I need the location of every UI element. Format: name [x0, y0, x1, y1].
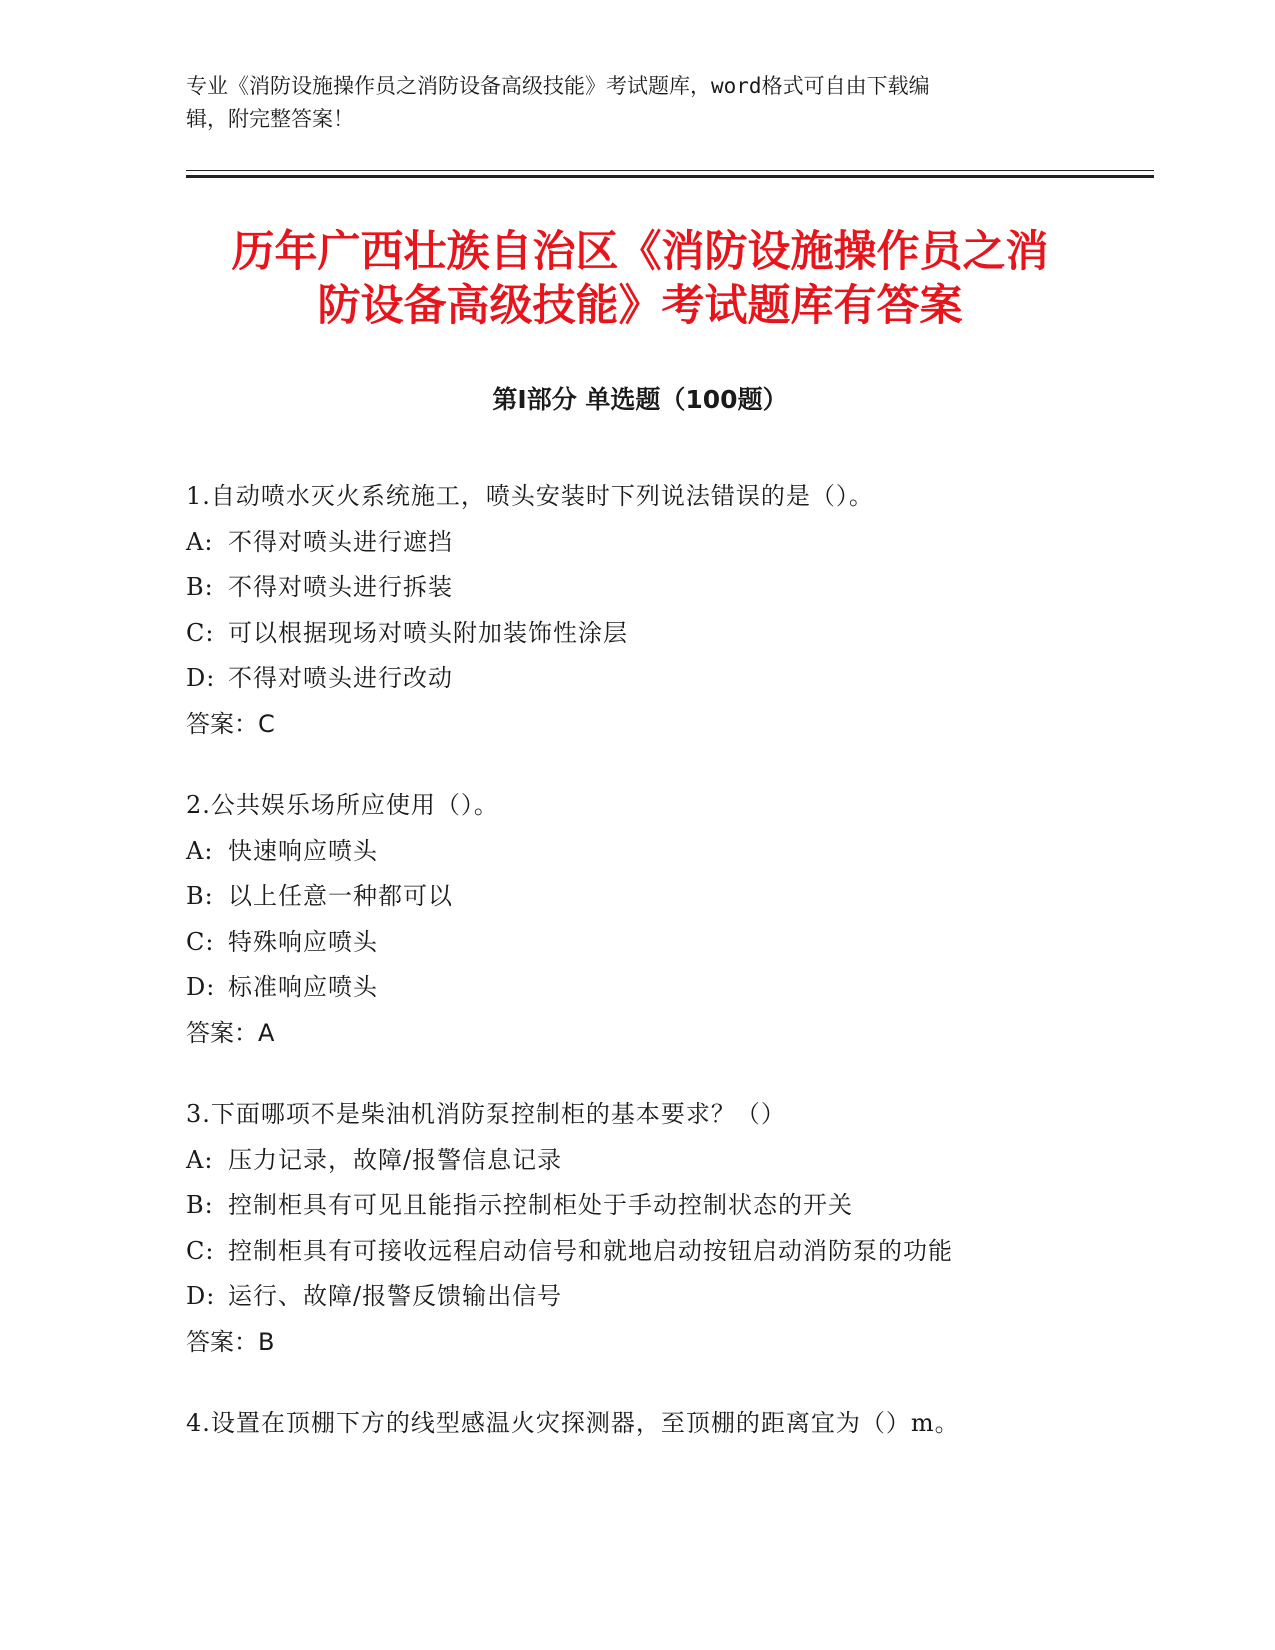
option-c [186, 611, 1146, 657]
option-text: 标准响应喷头 [228, 973, 378, 1001]
answer-line: 答案：C [186, 709, 275, 738]
option-text: 以上任意一种都可以 [228, 882, 453, 910]
question-stem: 4.设置在顶棚下方的线型感温火灾探测器，至顶棚的距离宜为（）m。 [186, 1409, 960, 1437]
option-text: 不得对喷头进行改动 [228, 664, 453, 692]
document-title-line-1: 历年广西壮族自治区《消防设施操作员之消 [231, 227, 1049, 277]
option-b [186, 565, 1146, 611]
answer-line: 答案：A [186, 1018, 275, 1047]
option-letter: B: [186, 1191, 214, 1219]
question-4 [186, 1401, 1146, 1447]
document-title [186, 225, 1094, 333]
option-letter: A: [186, 1145, 214, 1174]
option-letter: D: [186, 1282, 216, 1310]
option-letter: C: [186, 618, 215, 647]
option-text: 不得对喷头进行拆装 [228, 573, 453, 601]
option-text: 控制柜具有可见且能指示控制柜处于手动控制状态的开关 [228, 1191, 853, 1219]
option-letter: A: [186, 527, 214, 556]
option-c [186, 920, 1146, 966]
question-stem: 3.下面哪项不是柴油机消防泵控制柜的基本要求？（） [186, 1100, 786, 1128]
option-d [186, 1274, 1146, 1320]
option-letter: B: [186, 573, 214, 601]
header-note-line-1: 专业《消防设施操作员之消防设备高级技能》考试题库，word格式可自由下载编 [186, 74, 930, 98]
option-letter: C: [186, 927, 215, 956]
option-text: 可以根据现场对喷头附加装饰性涂层 [228, 618, 628, 647]
header-divider-thick [186, 175, 1154, 178]
question-3 [186, 1092, 1146, 1365]
option-a [186, 1138, 1146, 1184]
question-stem: 1.自动喷水灭火系统施工，喷头安装时下列说法错误的是（）。 [186, 482, 874, 510]
option-c [186, 1229, 1146, 1275]
question-1 [186, 474, 1146, 747]
option-d [186, 965, 1146, 1011]
option-letter: A: [186, 836, 214, 865]
option-letter: B: [186, 882, 214, 910]
option-text: 压力记录，故障/报警信息记录 [228, 1145, 563, 1174]
option-a [186, 520, 1146, 566]
option-text: 特殊响应喷头 [228, 927, 378, 956]
option-text: 运行、故障/报警反馈输出信号 [228, 1282, 563, 1310]
header-note-line-2: 辑，附完整答案！ [186, 107, 354, 131]
answer-line: 答案：B [186, 1327, 275, 1356]
header-note [186, 70, 1086, 136]
option-letter: D: [186, 973, 216, 1001]
option-a [186, 829, 1146, 875]
question-2 [186, 783, 1146, 1056]
option-d [186, 656, 1146, 702]
header-divider-thin [186, 170, 1154, 171]
question-stem: 2.公共娱乐场所应使用（）。 [186, 791, 499, 819]
option-b [186, 874, 1146, 920]
option-text: 不得对喷头进行遮挡 [228, 527, 453, 556]
option-b [186, 1183, 1146, 1229]
document-title-line-2: 防设备高级技能》考试题库有答案 [317, 281, 963, 331]
option-letter: D: [186, 664, 216, 692]
option-text: 快速响应喷头 [228, 836, 378, 865]
option-text: 控制柜具有可接收远程启动信号和就地启动按钮启动消防泵的功能 [228, 1236, 953, 1265]
section-title: 第Ⅰ部分 单选题（100题） [492, 385, 788, 414]
question-list [186, 474, 1146, 1483]
option-letter: C: [186, 1236, 215, 1265]
